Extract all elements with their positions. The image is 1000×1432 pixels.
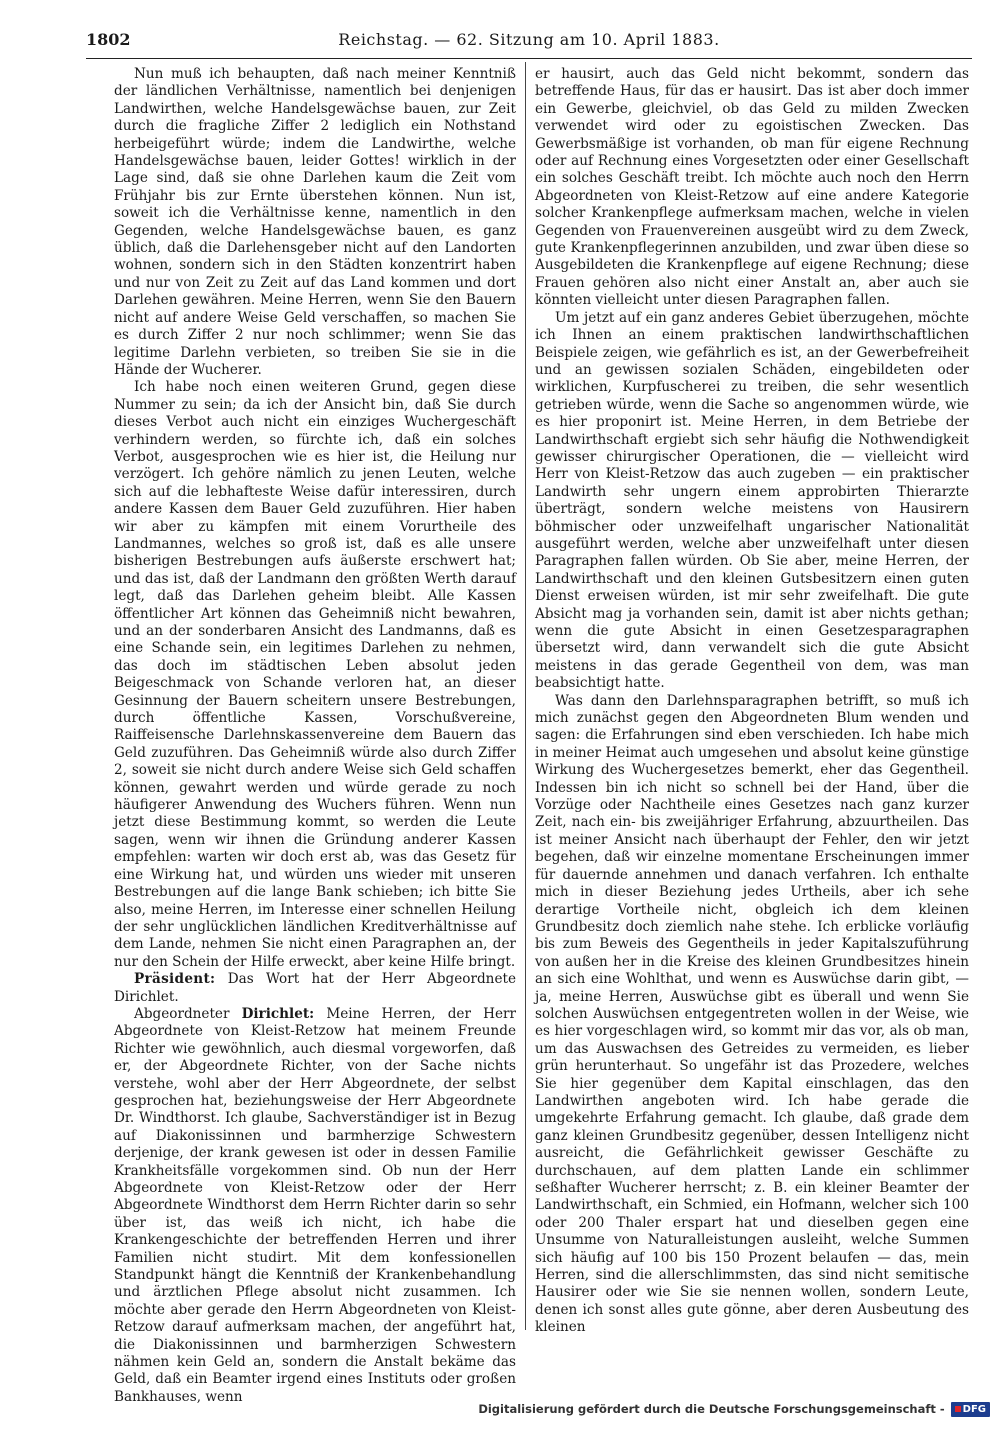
right-column: [535, 66, 969, 1337]
right-paragraph-3: Was dann den Darlehnsparagraphen betrifft, so muß ich mich zunächst gegen den Abgeordneten Blum wenden und sagen: die Erfahrungen sind eben verschieden. Ich habe mich in meiner Heimat auch umgesehen und absolut keine günstige Wirkung des Wuchergesetzes bemerkt, eher das Gegentheil. Indessen bin ich nicht so schnell bei der Hand, über die Vorzüge oder Nachtheile eines Gesetzes nach ganz kurzer Zeit, nach ein- bis zweijähriger Erfahrung, abzuurtheilen. Das ist meiner Ansicht nach überhaupt der Fehler, den wir jetzt begehen, daß wir einzelne momentane Erscheinungen immer für dauernde annehmen und danach verfahren. Ich enthalte mich in dieser Beziehung jedes Urtheils, aber ich sehe derartige Vortheile nicht, obgleich ich dem kleinen Grundbesitz doch ziemlich nahe stehe. Ich erblicke vorläufig bis zum Beweis des Gegentheils in jeder Kapitalszuführung von außen her in die Kreise des kleinen Grundbesitzes hinein an sich eine Wohlthat, und wenn es Auswüchse darin gibt, — ja, meine Herren, Auswüchse gibt es überall und wenn Sie solchen Auswüchsen entgegentreten wollen in der Weise, wie es hier vorgeschlagen wird, so kommt mir das vor, als ob man, um das Auswachsen des Getreides zu vermeiden, es lieber grün herunterhaut. So ungefähr ist das Prozedere, welches Sie hier gegenüber dem Kapital einschlagen, das den Landwirthen angeboten wird. Ich habe gerade die umgekehrte Erfahrung gemacht. Ich glaube, daß grade dem ganz kleinen Grundbesitz gegenüber, dessen Intelligenz nicht ausreicht, die Gefährlichkeit gewisser Geschäfte zu durchschauen, auf dem platten Lande ein schlimmer seßhafter Wucherer herrscht; z. B. ein kleiner Beamter der Landwirthschaft, ein Schmied, ein Hofmann, welcher sich 100 oder 200 Thaler erspart hat und dieselben gegen eine Unsumme von Naturalleistungen ausleiht, welche Summen sich häufig auf 100 bis 150 Prozent belaufen — das, mein Herren, sind die allerschlimmsten, das sind nicht semitische Hausirer oder wie Sie sie nennen wollen, sondern Leute, denen ich sonst alles gute gönne, aber deren Ausbeutung des kleinen: [535, 692, 969, 1336]
running-head: Reichstag. — 62. Sitzung am 10. April 1883.: [338, 30, 720, 49]
speaker-name: Dirichlet:: [241, 1005, 315, 1022]
speaker-text: Meine Herren, der Herr Abgeordnete von Kleist-Retzow hat meinem Freunde Richter wie gewöhnlich, auch diesmal vorgeworfen, daß er, der Abgeordnete Richter, von der Sache nichts verstehe, wohl aber der Herr Abgeordnete, der selbst gesprochen hat, beziehungsweise der Herr Abgeordnete Dr. Windthorst. Ich glaube, Sachverständiger ist in Bezug auf Diakonissinnen und barmherzige Schwestern derjenige, der krank gewesen ist oder in dessen Familie Krankheitsfälle vorgekommen sind. Ob nun der Herr Abgeordnete von Kleist-Retzow oder der Herr Abgeordnete Windthorst dem Herrn Richter darin so sehr über ist, das weiß ich nicht, ich habe die Krankengeschichte der betreffenden Herren und ihrer Familien nicht studirt. Mit dem konfessionellen Standpunkt hängt die Kenntniß der Krankenbehandlung und ärztlichen Pflege absolut nicht zusammen. Ich möchte aber gerade den Herrn Abgeordneten von Kleist-Retzow darauf aufmerksam machen, der angeführt hat, die Diakonissinnen und barmherzigen Schwestern nähmen kein Geld an, sondern die Anstalt bekäme das Geld, daß ein Beamter irgend eines Instituts oder großen Bankhauses, wenn: [114, 1005, 516, 1405]
left-paragraph-2: Ich habe noch einen weiteren Grund, gegen diese Nummer zu sein; da ich der Ansicht bin, daß Sie durch dieses Verbot auch nicht ein einziges Wuchergeschäft verhindern werden, so fürchte ich, daß ein solches Verbot, ausgesprochen wie es hier ist, die Heilung nur verzögert. Ich gehöre nämlich zu jenen Leuten, welche sich auf die lebhafteste Weise dafür interessiren, durch andere Kassen dem Bauer Geld zuzuführen. Hier haben wir aber zu kämpfen mit einem Vorurtheile des Landmannes, welches so groß ist, daß es alle unsere bisherigen Bestrebungen aufs äußerste erschwert hat; und das ist, daß der Landmann den größten Werth darauf legt, daß das Darlehen geheim bleibt. Alle Kassen öffentlicher Art können das Geheimniß nicht bewahren, und an der sonderbaren Ansicht des Landmanns, daß es eine Schande sein, ein legitimes Darlehen zu nehmen, das doch im städtischen Leben absolut jeden Beigeschmack von Schande verloren hat, an dieser Gesinnung der Bauern scheitern unsere Bestrebungen, durch öffentliche Kassen, Vorschußvereine, Raiffeisensche Darlehnskassenvereine dem Bauern das Geld zuzuführen. Das Geheimniß würde also durch Ziffer 2, soweit sie nicht durch andere Weise sich Geld schaffen können, gewahrt werden und würde gerade zu noch häufigerer Anwendung des Wuchers führen. Wenn nun jetzt diese Bestimmung kommt, so werden die Leute sagen, wenn wir ihnen die Gründung anderer Kassen empfehlen: warten wir doch erst ab, was das Gesetz für eine Wirkung hat, und würden uns wieder mit unseren Bestrebungen auf die lange Bank schieben; ich bitte Sie also, meine Herren, im Interesse einer schnellen Heilung der sehr unglücklichen ländlichen Kreditverhältnisse auf dem Lande, nehmen Sie nicht einen Paragraphen an, der nur den Schein der Hilfe erweckt, aber keine Hilfe bringt.: [114, 379, 516, 970]
president-statement: [114, 971, 516, 1006]
footer-credit: Digitalisierung gefördert durch die Deutsche Forschungsgemeinschaft -: [478, 1402, 945, 1416]
page-header: [86, 28, 972, 52]
column-divider: [525, 62, 526, 1330]
right-paragraph-2: Um jetzt auf ein ganz anderes Gebiet überzugehen, möchte ich Ihnen an einem praktischen landwirthschaftlichen Beispiele zeigen, wie gefährlich es ist, an der Gewerbefreiheit und an gewissen sozialen Schäden, eingebildeten oder wirklichen, Kurpfuscherei zu treiben, die sehr wesentlich getrieben würde, wenn die Sache so angenommen würde, wie es hier proponirt ist. Meine Herren, in dem Betriebe der Landwirthschaft ergiebt sich sehr häufig die Nothwendigkeit gewisser chirurgischer Operationen, die — vielleicht wird Herr von Kleist-Retzow das auch zugeben — ein praktischer Landwirth sehr ungern einem approbirten Thierarzte überträgt, sondern welche meistens von Hausirern böhmischer oder unzweifelhaft ungarischer Nationalität ausgeführt werden, welche aber unzweifelhaft unter diesen Paragraphen fallen würden. Ob Sie aber, meine Herren, der Landwirthschaft und den kleinen Gutsbesitzern einen guten Dienst erweisen würden, ist mir sehr zweifelhaft. Die gute Absicht mag ja vorhanden sein, damit ist aber nichts gethan; wenn die gute Absicht in einen Gesetzesparagraphen übersetzt wird, dann verwandelt sich die gute Absicht meistens in das gerade Gegentheil von dem, was man beabsichtigt hatte.: [535, 309, 969, 692]
dfg-logo: [951, 1402, 990, 1417]
president-text: Das Wort hat der Herr Abgeordnete Dirichlet.: [114, 971, 516, 1005]
dfg-logo-mark-icon: [955, 1406, 961, 1412]
dfg-logo-text: DFG: [962, 1403, 986, 1415]
speaker-label: Abgeordneter: [134, 1005, 230, 1022]
speaker-statement: [114, 1006, 516, 1406]
president-label: Präsident:: [134, 971, 216, 988]
digitization-footer: [478, 1398, 990, 1420]
left-paragraph-1: Nun muß ich behaupten, daß nach meiner Kenntniß der ländlichen Verhältnisse, namentlich bei denjenigen Landwirthen, welche Handelsgewächse bauen, zur Zeit durch die fragliche Ziffer 2 lediglich ein Nothstand herbeigeführt würde; indem die Landwirthe, welche Handelsgewächse bauen, leider Gottes! wirklich in der Lage sind, daß sie ohne Darlehen kaum die Zeit vom Frühjahr bis zur Ernte überstehen können. Nun ist, soweit ich die Verhältnisse kenne, namentlich in den Gegenden, welche Handelsgewächse bauen, es ganz üblich, daß die Darlehensgeber nicht auf den Landorten wohnen, sondern sich in den Städten konzentrirt haben und nur von Zeit zu Zeit auf das Land kommen und dort Darlehen gewähren. Meine Herren, wenn Sie den Bauern nicht auf andere Weise Geld verschaffen, so machen Sie es durch Ziffer 2 nur noch schlimmer; wenn Sie das legitime Darlehn verbieten, so treiben Sie sie in die Hände der Wucherer.: [114, 66, 516, 378]
right-paragraph-1: er hausirt, auch das Geld nicht bekommt, sondern das betreffende Haus, für das er hausirt. Das ist aber doch immer ein Gewerbe, gleichviel, ob das Geld zu milden Zwecken verwendet wird oder zu egoistischen Zwecken. Das Gewerbsmäßige ist vorhanden, ob man für eigene Rechnung oder auf Rechnung eines Vorgesetzten oder einer Gesellschaft ein solches Geschäft treibt. Ich möchte auch noch den Herrn Abgeordneten von Kleist-Retzow auf eine andere Kategorie solcher Krankenpflege aufmerksam machen, welche in vielen Gegenden von Frauenvereinen ausgeübt wird zu dem Zweck, gute Krankenpflegerinnen anzubilden, und zwar üben diese so Ausgebildeten die Krankenpflege auf eigene Rechnung; diese Frauen gehören also nicht einer Anstalt an, aber auch sie könnten vielleicht unter diesen Paragraphen fallen.: [535, 66, 969, 309]
left-column: [114, 66, 516, 1406]
header-rule: [86, 58, 972, 59]
page-number: 1802: [86, 30, 131, 49]
